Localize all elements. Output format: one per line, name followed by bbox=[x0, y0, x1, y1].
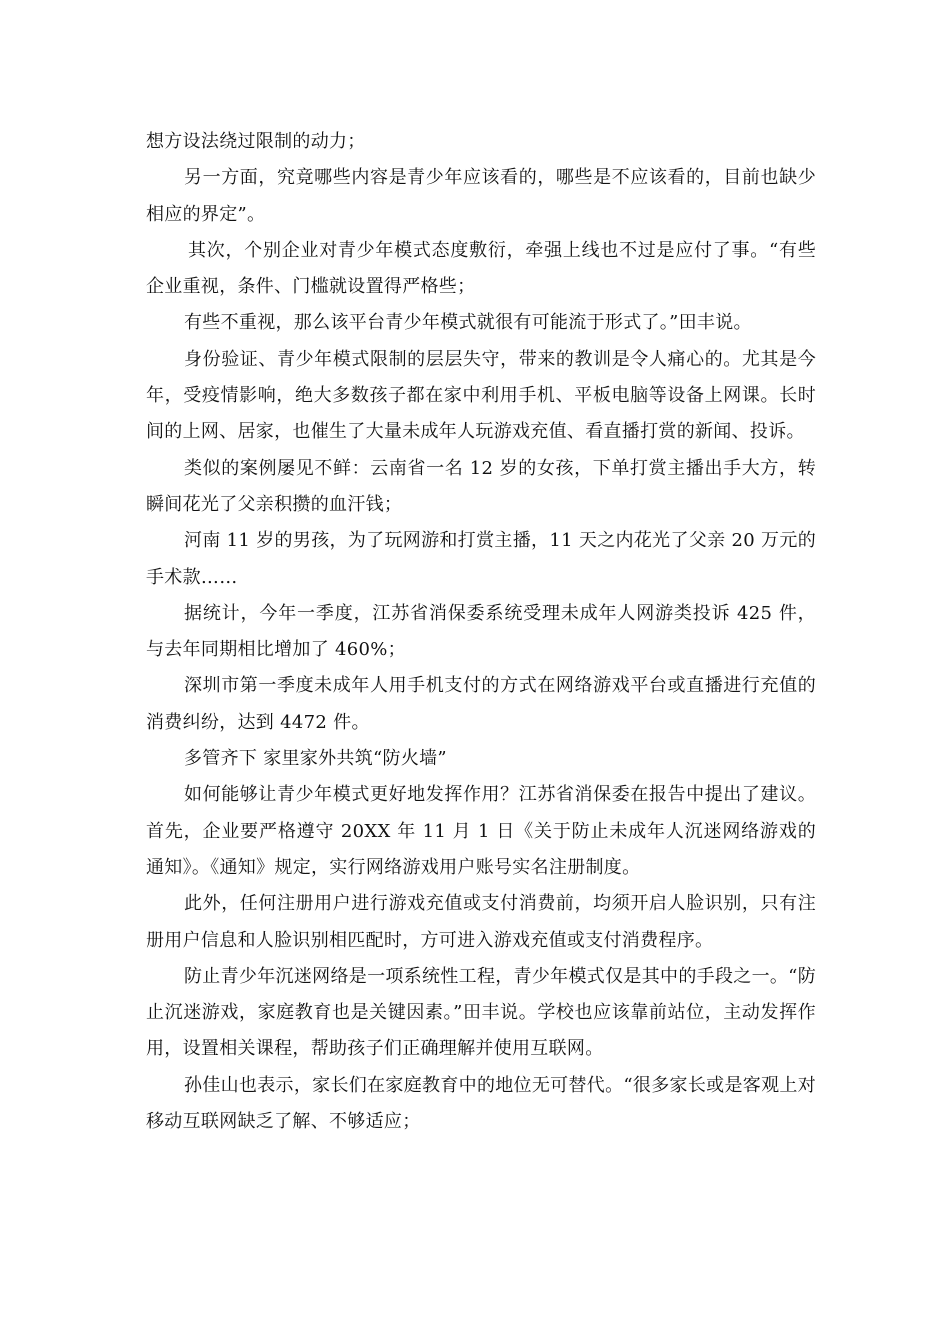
paragraph: 河南 11 岁的男孩，为了玩网游和打赏主播，11 天之内花光了父亲 20 万元的手术款…… bbox=[146, 530, 816, 588]
paragraph: 类似的案例屡见不鲜：云南省一名 12 岁的女孩，下单打赏主播出手大方，转瞬间花光了父亲积攒的血汗钱； bbox=[146, 457, 816, 515]
paragraph: 另一方面，究竟哪些内容是青少年应该看的，哪些是不应该看的，目前也缺少相应的界定”。 bbox=[146, 167, 816, 225]
paragraph: 其次，个别企业对青少年模式态度敷衍，牵强上线也不过是应付了事。“有些企业重视，条件、门槛就设置得严格些； bbox=[146, 239, 816, 298]
document-body bbox=[146, 124, 816, 1140]
paragraph: 如何能够让青少年模式更好地发挥作用？江苏省消保委在报告中提出了建议。首先，企业要严格遵守 20XX 年 11 月 1 日《关于防止未成年人沉迷网络游戏的通知》。《通知》规定，实行网络游戏用户账号实名注册制度。 bbox=[146, 784, 816, 878]
paragraph: 身份验证、青少年模式限制的层层失守，带来的教训是令人痛心的。尤其是今年，受疫情影响，绝大多数孩子都在家中利用手机、平板电脑等设备上网课。长时间的上网、居家，也催生了大量未成年人玩游戏充值、看直播打赏的新闻、投诉。 bbox=[146, 348, 816, 443]
paragraph: 此外，任何注册用户进行游戏充值或支付消费前，均须开启人脸识别，只有注册用户信息和人脸识别相匹配时，方可进入游戏充值或支付消费程序。 bbox=[146, 893, 816, 951]
paragraph: 防止青少年沉迷网络是一项系统性工程，青少年模式仅是其中的手段之一。“防止沉迷游戏，家庭教育也是关键因素。”田丰说。学校也应该靠前站位，主动发挥作用，设置相关课程，帮助孩子们正确理解并使用互联网。 bbox=[146, 965, 816, 1060]
paragraph: 有些不重视，那么该平台青少年模式就很有可能流于形式了。”田丰说。 bbox=[184, 312, 752, 334]
section-heading: 多管齐下 家里家外共筑“防火墙” bbox=[184, 748, 447, 770]
paragraph: 孙佳山也表示，家长们在家庭教育中的地位无可替代。“很多家长或是客观上对移动互联网缺乏了解、不够适应； bbox=[146, 1074, 816, 1133]
paragraph: 据统计，今年一季度，江苏省消保委系统受理未成年人网游类投诉 425 件，与去年同期相比增加了 460%； bbox=[146, 602, 816, 661]
paragraph: 深圳市第一季度未成年人用手机支付的方式在网络游戏平台或直播进行充值的消费纠纷，达到 4472 件。 bbox=[146, 675, 816, 733]
paragraph: 想方设法绕过限制的动力； bbox=[146, 131, 366, 152]
